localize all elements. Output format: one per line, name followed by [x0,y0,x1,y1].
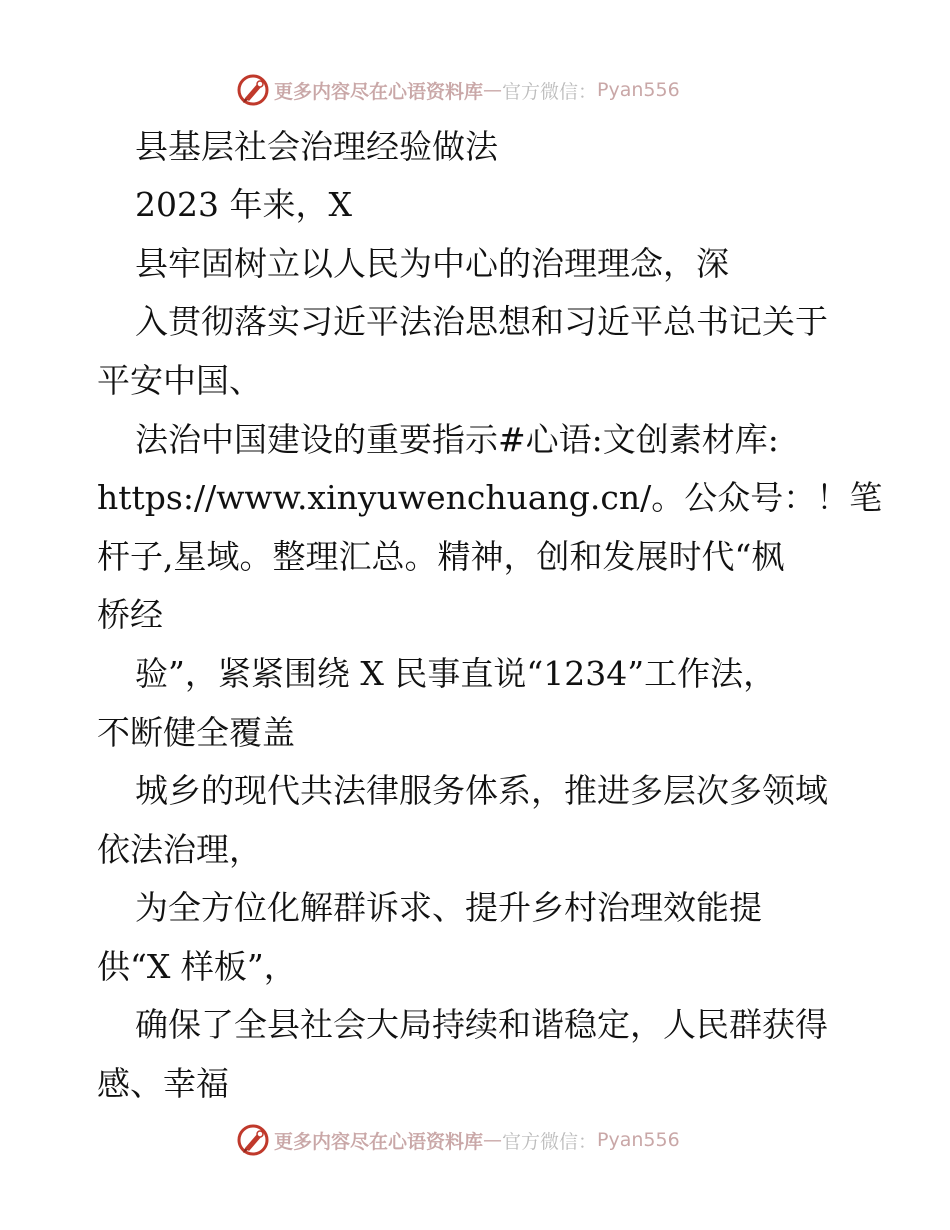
banner-wechat-id: Pyan556 [597,1129,680,1151]
paragraph-line: 法治中国建设的重要指示#心语:文创素材库: [135,420,779,459]
paragraph-line: 县牢固树立以人民为中心的治理理念，深 [135,244,729,283]
paragraph-line: 感、幸福 [97,1064,229,1103]
banner-title: 更多内容尽在心语资料库 [274,1130,484,1153]
pen-logo-icon [236,73,270,107]
paragraph-line: 桥经 [97,595,163,634]
paragraph-line: 供“X 样板”， [97,947,297,986]
header-watermark-banner [236,72,680,108]
paragraph-line: 依法治理， [97,830,262,869]
document-title: 县基层社会治理经验做法 [135,127,498,166]
banner-dash: — [483,1129,503,1151]
footer-watermark-banner [236,1122,680,1158]
paragraph-line: 不断健全覆盖 [97,713,295,752]
paragraph-line: 平安中国、 [97,361,262,400]
banner-wechat-label: 官方微信： [502,80,598,103]
pen-logo-icon [236,1123,270,1157]
paragraph-line: https://www.xinyuwenchuang.cn/。公众号：！笔 [97,478,883,517]
paragraph-line: 杆子,星域。整理汇总。精神，创和发展时代“枫 [97,537,785,576]
banner-title: 更多内容尽在心语资料库 [274,80,484,103]
paragraph-line: 2023 年来，X [135,185,352,224]
banner-dash: — [483,79,503,101]
banner-wechat-label: 官方微信： [502,1130,598,1153]
paragraph-line: 城乡的现代共法律服务体系，推进多层次多领域 [135,771,828,810]
paragraph-line: 入贯彻落实习近平法治思想和习近平总书记关于 [135,302,828,341]
paragraph-line: 验”，紧紧围绕 X 民事直说“1234”工作法， [135,654,777,693]
paragraph-line: 确保了全县社会大局持续和谐稳定，人民群获得 [135,1005,828,1044]
paragraph-line: 为全方位化解群诉求、提升乡村治理效能提 [135,888,762,927]
banner-wechat-id: Pyan556 [597,79,680,101]
